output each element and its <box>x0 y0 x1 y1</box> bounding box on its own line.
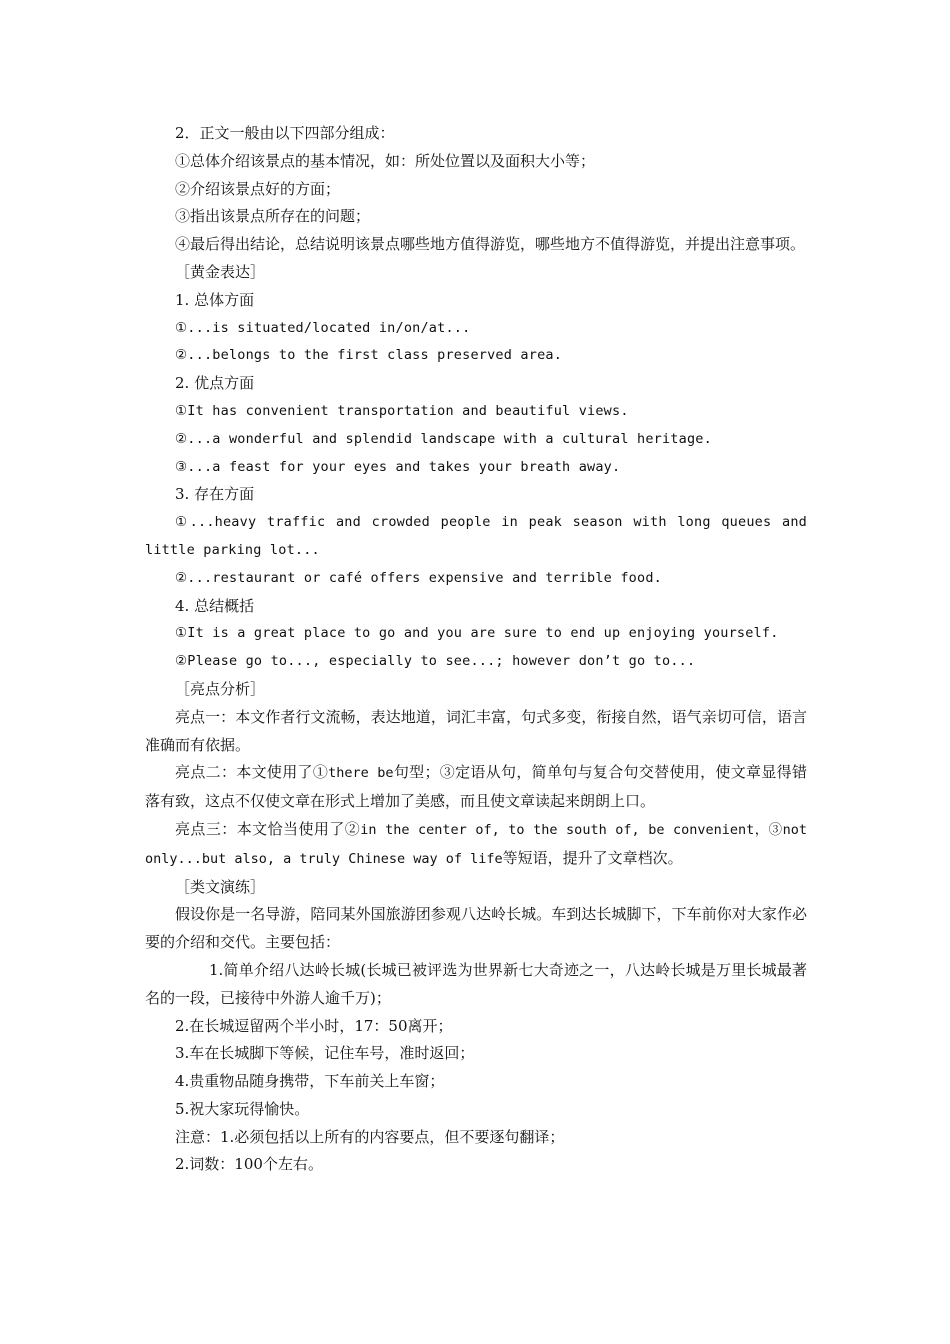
golden-phrase: ②...belongs to the first class preserved area. <box>175 347 563 364</box>
highlight-three-phrases: in the center of, to the south of, be convenient，③not only...but also, a truly Chinese way of life <box>145 821 807 867</box>
golden-phrase: ②Please go to..., especially to see...; however don’t go to... <box>175 653 696 670</box>
highlight-two-phrase: there be <box>328 765 394 782</box>
highlight-three <box>145 816 807 874</box>
highlight-three-lead: 亮点三：本文恰当使用了② <box>175 819 361 838</box>
practice-note: 注意：1.必须包括以上所有的内容要点，但不要逐句翻译； <box>175 1127 565 1146</box>
golden-phrase: ③...a feast for your eyes and takes your breath away. <box>175 458 621 475</box>
golden-phrase: ①...heavy traffic and crowded people in peak season with long queues and little parking lot... <box>145 514 807 558</box>
section-heading-practice: ［类文演练］ <box>175 877 266 896</box>
golden-phrase: ②...restaurant or café offers expensive and terrible food. <box>175 569 662 586</box>
golden-phrase: ②...a wonderful and splendid landscape with a cultural heritage. <box>175 430 712 447</box>
structure-item: ③指出该景点所存在的问题； <box>175 207 371 226</box>
practice-point: 5.祝大家玩得愉快。 <box>175 1099 310 1118</box>
practice-point: 3.车在长城脚下等候，记住车号，准时返回； <box>175 1044 475 1063</box>
structure-item: ①总体介绍该景点的基本情况，如：所处位置以及面积大小等； <box>175 151 596 170</box>
practice-point: 2.在长城逗留两个半小时，17：50离开； <box>175 1016 453 1035</box>
golden-subheading: 2. 优点方面 <box>175 374 255 393</box>
highlight-two-rest: 句型；③定语从句，简单句与复合句交替使用，使文章显得错落有致，这点不仅使文章在形式上增加了美感，而且使文章读起来朗朗上口。 <box>145 763 807 811</box>
golden-phrase: ①It has convenient transportation and beautiful views. <box>175 402 629 419</box>
section-heading-golden: ［黄金表达］ <box>175 262 266 281</box>
golden-subheading: 3. 存在方面 <box>175 485 255 504</box>
golden-subheading: 4. 总结概括 <box>175 596 255 615</box>
structure-item: ②介绍该景点好的方面； <box>175 179 341 198</box>
practice-intro: 假设你是一名导游，陪同某外国旅游团参观八达岭长城。车到达长城脚下，下车前你对大家作必要的介绍和交代。主要包括： <box>145 905 807 952</box>
structure-item: ④最后得出结论，总结说明该景点哪些地方值得游览，哪些地方不值得游览，并提出注意事项。 <box>175 235 806 254</box>
highlight-one: 亮点一：本文作者行文流畅，表达地道，词汇丰富，句式多变，衔接自然，语气亲切可信，语言准确而有依据。 <box>145 707 807 754</box>
golden-phrase: ①It is a great place to go and you are sure to end up enjoying yourself. <box>175 625 779 642</box>
golden-phrase: ①...is situated/located in/on/at... <box>175 319 471 336</box>
highlight-three-rest: 等短语，提升了文章档次。 <box>502 848 683 867</box>
document-body <box>145 120 807 1179</box>
section-heading-highlights: ［亮点分析］ <box>175 679 266 698</box>
golden-subheading: 1. 总体方面 <box>175 290 255 309</box>
highlight-two <box>145 759 807 816</box>
practice-note: 2.词数：100个左右。 <box>175 1155 323 1174</box>
practice-point: 1.简单介绍八达岭长城(长城已被评选为世界新七大奇迹之一，八达岭长城是万里长城最著名的一段，已接待中外游人逾千万)； <box>145 960 807 1007</box>
practice-point: 4.贵重物品随身携带，下车前关上车窗； <box>175 1072 445 1091</box>
highlight-two-lead: 亮点二：本文使用了① <box>175 763 329 782</box>
structure-item: 2．正文一般由以下四部分组成： <box>175 124 395 142</box>
